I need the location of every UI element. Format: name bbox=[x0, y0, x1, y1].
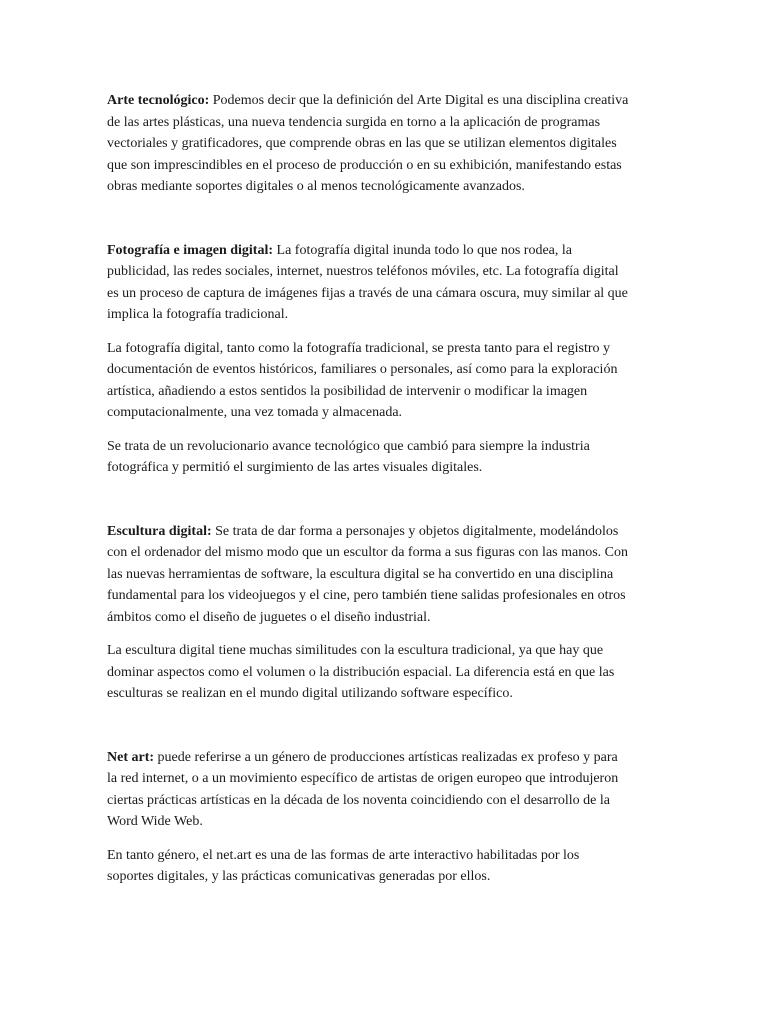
section-net-art bbox=[107, 747, 629, 888]
section-arte-tecnologico bbox=[107, 90, 629, 198]
paragraph bbox=[107, 240, 629, 326]
paragraph bbox=[107, 90, 629, 198]
section-lead-text: Podemos decir que la definición del Arte Digital es una disciplina creativa de las artes plásticas, una nueva tendencia surgida en torno a la aplicación de programas vectoriales y gratificadores, que comprende obras en las que se utilizan elementos digitales que son imprescindibles en el proceso de producción o en su exhibición, manifestando estas obras mediante soportes digitales o al menos tecnológicamente avanzados. bbox=[107, 93, 629, 194]
paragraph: La fotografía digital, tanto como la fotografía tradicional, se presta tanto para el registro y documentación de eventos históricos, familiares o personales, así como para la exploración artística, añadiendo a estos sentidos la posibilidad de intervenir o modificar la imagen computacionalmente, una vez tomada y almacenada. bbox=[107, 340, 618, 420]
paragraph: En tanto género, el net.art es una de las formas de arte interactivo habilitadas por los soportes digitales, y las prácticas comunicativas generadas por ellos. bbox=[107, 847, 580, 884]
section-term: Arte tecnológico: bbox=[107, 93, 210, 108]
section-term: Escultura digital: bbox=[107, 523, 212, 539]
paragraph: La escultura digital tiene muchas similitudes con la escultura tradicional, ya que hay que dominar aspectos como el volumen o la distribución espacial. La diferencia está en que las esculturas se realizan en el mundo digital utilizando software específico. bbox=[107, 643, 615, 701]
section-escultura-digital bbox=[107, 521, 629, 705]
document-page bbox=[107, 90, 629, 900]
section-fotografia-digital bbox=[107, 240, 629, 479]
paragraph bbox=[107, 521, 629, 629]
section-term: Net art: bbox=[107, 749, 155, 765]
section-lead-text: Se trata de dar forma a personajes y objetos digitalmente, modelándolos con el ordenador del mismo modo que un escultor da forma a sus figuras con las manos. Con las nuevas herramientas de software, la escultura digital se ha convertido en una disciplina fundamental para los videojuegos y el cine, pero también tiene salidas profesionales en otros ámbitos como el diseño de juguetes o el diseño industrial. bbox=[107, 523, 628, 625]
section-lead-text: puede referirse a un género de producciones artísticas realizadas ex profeso y para la red internet, o a un movimiento específico de artistas de origen europeo que introdujeron ciertas prácticas artísticas en la década de los noventa coincidiendo con el desarrollo de la Word Wide Web. bbox=[107, 749, 619, 829]
paragraph bbox=[107, 747, 629, 833]
paragraph: Se trata de un revolucionario avance tecnológico que cambió para siempre la industria fotográfica y permitió el surgimiento de las artes visuales digitales. bbox=[107, 438, 590, 475]
section-term: Fotografía e imagen digital: bbox=[107, 242, 274, 258]
section-lead-text: La fotografía digital inunda todo lo que nos rodea, la publicidad, las redes sociales, internet, nuestros teléfonos móviles, etc. La fotografía digital es un proceso de captura de imágenes fijas a través de una cámara oscura, muy similar al que implica la fotografía tradicional. bbox=[107, 242, 628, 322]
